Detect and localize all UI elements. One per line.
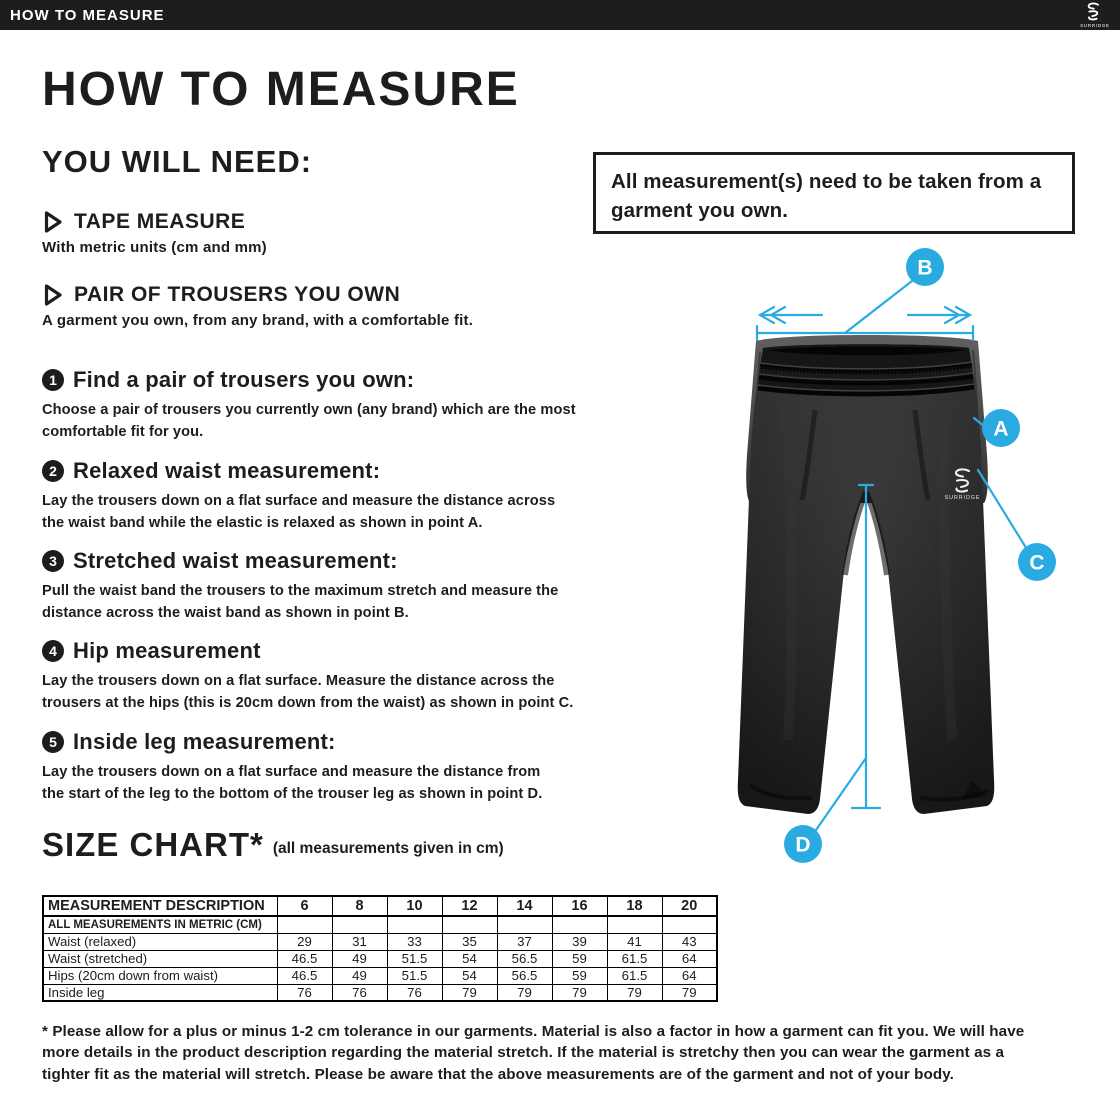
step-body: Choose a pair of trousers you currently own (any brand) which are the most comfortable fit for you. [42, 402, 576, 440]
need-item-trousers [42, 283, 473, 329]
need-item-tape-measure [42, 210, 267, 256]
row-label: Hips (20cm down from waist) [43, 967, 277, 984]
size-value-cell: 64 [662, 967, 717, 984]
need-item-description: With metric units (cm and mm) [42, 239, 267, 256]
size-value-cell: 49 [332, 950, 387, 967]
point-a-label: A [993, 417, 1009, 441]
size-column-header: 16 [552, 896, 607, 916]
table-row-hips [43, 967, 717, 984]
size-chart-heading: SIZE CHART* [42, 826, 264, 863]
header-logo-wordmark: SURRIDGE [1080, 23, 1110, 28]
step-number-badge: 2 [42, 460, 64, 482]
header-bar [0, 0, 1120, 30]
step-2 [42, 458, 682, 535]
step-body: Lay the trousers down on a flat surface. Measure the distance across the trousers at the hips (this is 20cm down from the waist) as shown in point C. [42, 673, 574, 711]
row-label: Waist (stretched) [43, 950, 277, 967]
size-column-header: 20 [662, 896, 717, 916]
surridge-logo-icon [1076, 1, 1114, 29]
size-column-header: 8 [332, 896, 387, 916]
step-heading: Stretched waist measurement: [73, 548, 398, 573]
step-body: Lay the trousers down on a flat surface and measure the distance across the waist band while the elastic is relaxed as shown in point A. [42, 493, 556, 531]
row-label: Waist (relaxed) [43, 933, 277, 950]
step-heading: Relaxed waist measurement: [73, 458, 381, 483]
table-row-waist-stretched [43, 950, 717, 967]
size-value-cell: 61.5 [607, 967, 662, 984]
size-value-cell: 79 [442, 984, 497, 1001]
step-body: Lay the trousers down on a flat surface and measure the distance from the start of the leg to the bottom of the trouser leg as shown in point D. [42, 764, 543, 802]
size-value-cell: 79 [607, 984, 662, 1001]
need-item-label: TAPE MEASURE [74, 210, 246, 233]
metric-note-label: ALL MEASUREMENTS IN METRIC (CM) [43, 916, 277, 933]
size-value-cell: 61.5 [607, 950, 662, 967]
step-number-badge: 3 [42, 550, 64, 572]
size-value-cell: 76 [332, 984, 387, 1001]
size-value-cell: 56.5 [497, 950, 552, 967]
step-1 [42, 367, 682, 444]
connector-c [978, 470, 1028, 551]
size-value-cell: 59 [552, 967, 607, 984]
size-column-header: 18 [607, 896, 662, 916]
size-value-cell: 79 [662, 984, 717, 1001]
size-value-cell: 54 [442, 967, 497, 984]
metric-note-row [43, 916, 717, 933]
step-4 [42, 638, 682, 715]
size-value-cell: 31 [332, 933, 387, 950]
size-value-cell: 64 [662, 950, 717, 967]
step-number-badge: 5 [42, 731, 64, 753]
measurement-note-box: All measurement(s) need to be taken from a garment you own. [593, 152, 1075, 234]
size-value-cell: 54 [442, 950, 497, 967]
trousers-diagram [690, 240, 1090, 900]
size-value-cell: 76 [387, 984, 442, 1001]
table-row-inside-leg [43, 984, 717, 1001]
size-chart-subheading: (all measurements given in cm) [272, 840, 504, 857]
connector-b [845, 281, 912, 333]
size-chart-table [42, 895, 718, 1002]
size-value-cell: 37 [497, 933, 552, 950]
row-label: Inside leg [43, 984, 277, 1001]
you-will-need-heading: YOU WILL NEED: [42, 144, 313, 179]
point-c-label: C [1029, 551, 1045, 575]
size-value-cell: 39 [552, 933, 607, 950]
size-column-header: 14 [497, 896, 552, 916]
point-d-label: D [795, 833, 811, 857]
size-value-cell: 79 [552, 984, 607, 1001]
column-header: MEASUREMENT DESCRIPTION [43, 896, 277, 916]
size-value-cell: 76 [277, 984, 332, 1001]
size-value-cell: 51.5 [387, 967, 442, 984]
size-value-cell: 46.5 [277, 950, 332, 967]
header-title: HOW TO MEASURE [10, 6, 165, 24]
size-column-header: 10 [387, 896, 442, 916]
step-heading: Hip measurement [73, 638, 261, 663]
size-value-cell: 43 [662, 933, 717, 950]
size-chart-heading-row [42, 828, 504, 861]
size-value-cell: 35 [442, 933, 497, 950]
size-value-cell: 59 [552, 950, 607, 967]
triangle-bullet-icon [42, 283, 64, 307]
size-value-cell: 33 [387, 933, 442, 950]
connector-d [816, 758, 866, 830]
table-row-waist-relaxed [43, 933, 717, 950]
step-5 [42, 729, 682, 806]
step-3 [42, 548, 682, 625]
size-value-cell: 79 [497, 984, 552, 1001]
size-chart-header-row [43, 896, 717, 916]
step-body: Pull the waist band the trousers to the maximum stretch and measure the distance across the waist band as shown in point B. [42, 583, 559, 621]
point-b-label: B [917, 256, 933, 280]
size-value-cell: 46.5 [277, 967, 332, 984]
need-item-label: PAIR OF TROUSERS YOU OWN [74, 283, 401, 306]
step-number-badge: 4 [42, 640, 64, 662]
size-value-cell: 41 [607, 933, 662, 950]
step-heading: Inside leg measurement: [73, 729, 336, 754]
size-value-cell: 56.5 [497, 967, 552, 984]
step-heading: Find a pair of trousers you own: [73, 367, 415, 392]
size-value-cell: 51.5 [387, 950, 442, 967]
need-item-description: A garment you own, from any brand, with a comfortable fit. [42, 312, 474, 329]
triangle-bullet-icon [42, 210, 64, 234]
disclaimer-text: * Please allow for a plus or minus 1-2 cm tolerance in our garments. Material is also a factor in how a garment can fit you. We will have more details in the product description regarding the material stretch. If the material is stretchy then you can wear the garment as a tighter fit as the material will stretch. Please be aware that the above measurements are of the garment and not of your body. [42, 1023, 1025, 1083]
size-value-cell: 49 [332, 967, 387, 984]
size-column-header: 12 [442, 896, 497, 916]
garment-logo-wordmark: SURRIDGE [944, 495, 981, 501]
size-column-header: 6 [277, 896, 332, 916]
size-value-cell: 29 [277, 933, 332, 950]
step-number-badge: 1 [42, 369, 64, 391]
page-title: HOW TO MEASURE [42, 63, 520, 116]
